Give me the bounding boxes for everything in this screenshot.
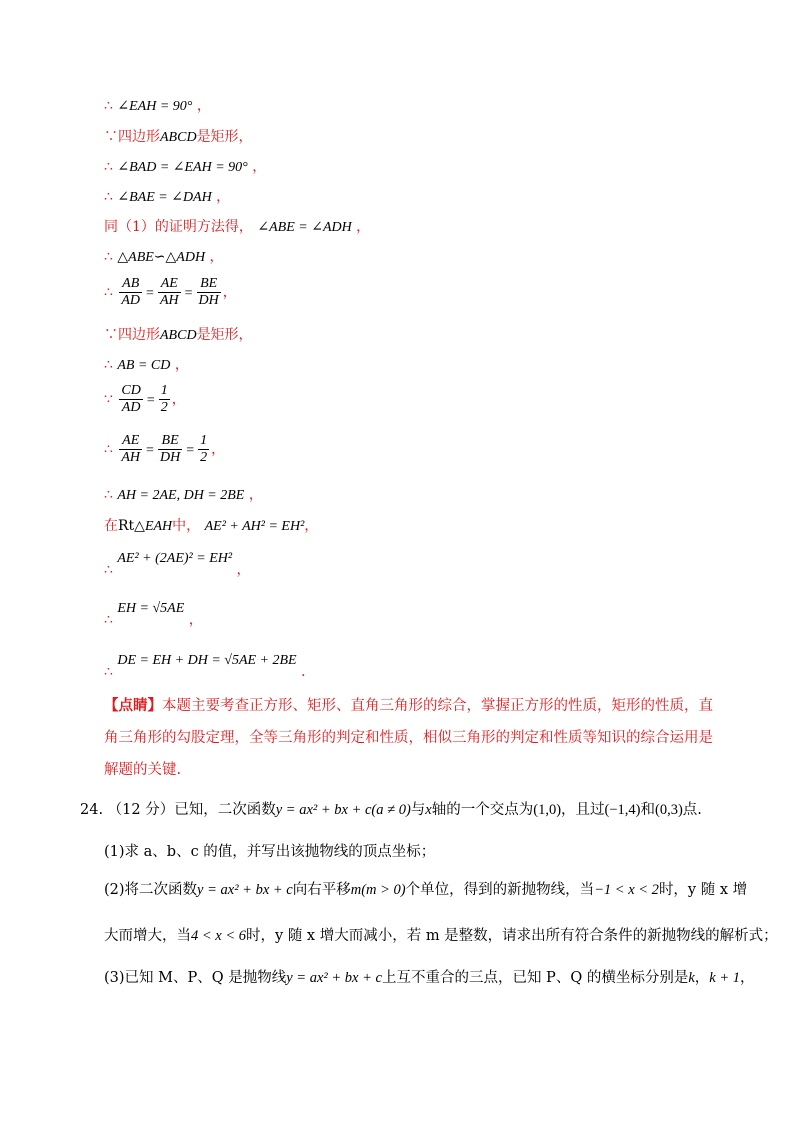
text: 是矩形， (196, 327, 253, 343)
point-expr: (0,3) (655, 802, 683, 818)
punct: ， (211, 441, 226, 458)
sub-question-2-line2 (104, 926, 778, 946)
because-symbol: ∵ (104, 129, 118, 145)
math-expr: ABCD (160, 328, 197, 343)
point-expr: (1,0) (533, 802, 562, 818)
numerator: 1 (160, 383, 168, 398)
punct: ， (209, 249, 224, 265)
fraction (119, 276, 142, 309)
fraction (119, 383, 142, 416)
denominator: AH (121, 450, 141, 465)
therefore-symbol: ∴ (104, 562, 113, 578)
text: 是矩形， (196, 129, 253, 145)
punct: ， (196, 98, 211, 114)
proof-line-3 (104, 157, 266, 178)
text: 在 (104, 518, 118, 534)
math-expr: △EAH (134, 519, 173, 534)
denominator: DH (198, 293, 219, 308)
math-expr: ∠BAD = ∠EAH = 90° (117, 160, 248, 175)
equals-sign: = (146, 442, 154, 458)
punct: ， (188, 612, 203, 628)
denominator: 2 (200, 450, 208, 465)
punct: ， (304, 518, 319, 534)
punct: ， (171, 391, 186, 408)
m-expr: m(m > 0) (350, 882, 406, 898)
denominator: AD (121, 400, 141, 415)
math-expr: AB = CD (117, 358, 171, 373)
punct: ， (694, 970, 710, 986)
therefore-symbol: ∴ (104, 98, 113, 114)
punct: ， (740, 970, 755, 986)
text: 向右平移 (292, 882, 351, 898)
k-plus-1-expr: k + 1 (709, 970, 740, 986)
numerator: 1 (200, 433, 208, 448)
therefore-symbol: ∴ (104, 249, 113, 265)
text: 同（1）的证明方法得， (104, 219, 253, 235)
math-expr: AE² + AH² = EH² (204, 519, 305, 534)
key-point-note (104, 690, 716, 786)
sub1-text: (1)求 a、b、c 的值，并写出该抛物线的顶点坐标； (104, 844, 436, 860)
text: 与 (410, 802, 426, 818)
therefore-symbol: ∴ (104, 664, 113, 680)
therefore-symbol: ∴ (104, 189, 113, 205)
fraction (158, 276, 181, 309)
proof-line-12 (104, 485, 263, 506)
proof-line-1 (104, 96, 211, 117)
therefore-symbol: ∴ (104, 487, 113, 503)
numerator: BE (158, 433, 182, 450)
text: 和 (640, 802, 655, 818)
fraction (119, 433, 142, 466)
denominator: 2 (160, 400, 168, 415)
math-expr: ABCD (160, 130, 197, 145)
numerator: AE (158, 276, 181, 293)
therefore-symbol: ∴ (104, 357, 113, 373)
proof-line-16 (104, 650, 315, 680)
function-expr: y = ax² + bx + c(a ≠ 0) (275, 802, 411, 818)
proof-line-4 (104, 187, 230, 208)
inequality-expr: −1 < x < 2 (594, 882, 659, 898)
inequality-expr: 4 < x < 6 (191, 928, 247, 944)
equals-sign: = (184, 285, 193, 301)
text: 时，y 随 x 增大而减小，若 m 是整数，请求出所有符合条件的新抛物线的解析式； (246, 928, 778, 944)
text: 四边形 (118, 327, 160, 343)
proof-line-13 (104, 516, 318, 537)
fraction (158, 433, 182, 466)
proof-line-2 (104, 127, 253, 148)
punct: ， (356, 219, 371, 235)
because-symbol: ∵ (104, 391, 113, 408)
numerator: AB (119, 276, 142, 293)
because-symbol: ∵ (104, 327, 118, 343)
math-expr: EH = √5AE (117, 601, 185, 616)
therefore-symbol: ∴ (104, 284, 113, 301)
punct: ， (236, 562, 251, 578)
denominator: AH (159, 293, 179, 308)
question-24 (80, 800, 702, 820)
proof-line-10 (104, 383, 186, 416)
text: 四边形 (118, 129, 160, 145)
text: 点. (682, 802, 702, 818)
math-expr: △ABE∽△ADH (117, 250, 206, 265)
punct: ， (174, 357, 189, 373)
punct: ， (216, 189, 231, 205)
proof-line-9 (104, 355, 189, 376)
equals-sign: = (146, 285, 154, 301)
math-expr: DE = EH + DH = √5AE + 2BE (117, 653, 297, 668)
proof-line-14 (104, 548, 251, 578)
punct: ， (252, 159, 267, 175)
rt-label: Rt (118, 518, 135, 534)
punct: ， (222, 284, 237, 301)
text: 时，y 随 x 增 (658, 882, 748, 898)
numerator: BE (197, 276, 221, 293)
k-expr: k (688, 970, 695, 986)
fraction (159, 383, 170, 416)
math-expr: AH = 2AE, DH = 2BE (117, 488, 245, 503)
text: ，且过 (561, 802, 605, 818)
numerator: CD (121, 383, 141, 398)
question-intro: （12 分）已知，二次函数 (107, 802, 276, 818)
text: 中， (172, 518, 201, 534)
text: 大而增大，当 (104, 928, 191, 944)
proof-line-15 (104, 598, 203, 628)
var-x: x (425, 802, 432, 818)
numerator: AE (119, 433, 142, 450)
equals-sign: = (146, 392, 155, 408)
sub-question-1 (104, 842, 435, 862)
therefore-symbol: ∴ (104, 441, 113, 458)
math-expr: AE² + (2AE)² = EH² (117, 551, 233, 566)
question-number: 24. (80, 802, 104, 818)
denominator: AD (121, 293, 141, 308)
denominator: DH (159, 450, 181, 465)
math-expr: ∠EAH = 90° (117, 99, 193, 114)
text: 上互不重合的三点，已知 P、Q 的横坐标分别是 (381, 970, 689, 986)
sub-question-3 (104, 968, 755, 988)
proof-line-7 (104, 276, 237, 309)
fraction (198, 433, 209, 466)
text: (2)将二次函数 (104, 882, 198, 898)
proof-line-8 (104, 325, 253, 346)
punct: ． (301, 664, 316, 680)
function-expr: y = ax² + bx + c (197, 882, 293, 898)
punct: ， (248, 487, 263, 503)
proof-line-6 (104, 247, 224, 268)
math-expr: ∠BAE = ∠DAH (117, 190, 212, 205)
note-text: 本题主要考查正方形、矩形、直角三角形的综合，掌握正方形的性质，矩形的性质，直角三角形的勾股定理，全等三角形的判定和性质，相似三角形的判定和性质等知识的综合运用是解题的关键. (104, 698, 713, 778)
therefore-symbol: ∴ (104, 159, 113, 175)
note-label: 【点睛】 (104, 697, 162, 714)
text: 轴的一个交点为 (431, 802, 534, 818)
math-expr: ∠ABE = ∠ADH (257, 220, 352, 235)
proof-line-5 (104, 217, 370, 238)
sub-question-2-line1 (104, 880, 747, 900)
proof-line-11 (104, 433, 225, 466)
therefore-symbol: ∴ (104, 612, 113, 628)
text: (3)已知 M、P、Q 是抛物线 (104, 970, 287, 986)
fraction (197, 276, 221, 309)
function-expr: y = ax² + bx + c (286, 970, 382, 986)
equals-sign: = (186, 442, 195, 458)
text: 个单位，得到的新抛物线，当 (405, 882, 595, 898)
point-expr: (−1,4) (604, 802, 641, 818)
